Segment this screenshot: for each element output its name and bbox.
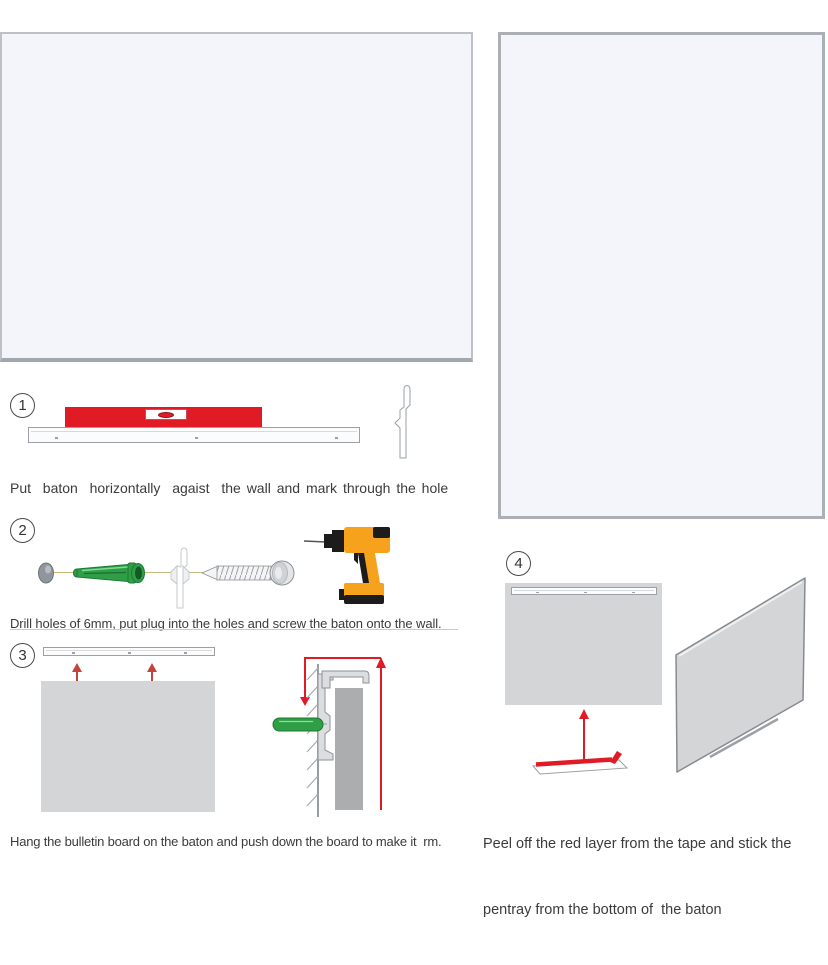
baton-hole <box>632 592 635 594</box>
level-vial <box>145 409 187 420</box>
baton-hole <box>128 652 131 654</box>
step-1-number-label: 1 <box>18 397 27 414</box>
step-4-caption-line1: Peel off the red layer from the tape and stick the <box>483 836 792 852</box>
step-1-number <box>10 393 35 418</box>
bulletin-board-icon <box>41 681 215 812</box>
baton-bar-icon <box>43 647 215 656</box>
baton-bar-icon <box>28 427 360 443</box>
wall-hatching <box>307 668 318 806</box>
spirit-level-icon <box>65 407 262 428</box>
step-1-caption: Put baton horizontally agaist the wall and mark through the hole <box>10 480 449 496</box>
screw-icon <box>201 559 295 587</box>
step-4-number <box>506 551 531 576</box>
level-bubble <box>158 412 174 418</box>
drill-hole-icon <box>37 561 55 585</box>
up-arrow-icon <box>70 663 84 683</box>
step-3-number <box>10 643 35 668</box>
baton-hole <box>72 652 75 654</box>
pentray-tape-icon <box>527 745 633 777</box>
step-4-number-label: 4 <box>514 555 523 572</box>
step-2-number-label: 2 <box>18 522 27 539</box>
wall-plug-icon <box>273 718 323 731</box>
section-divider <box>10 629 458 630</box>
step-2-caption: Drill holes of 6mm, put plug into the holes and screw the baton onto the wall. <box>10 616 442 631</box>
baton-side-profile-icon <box>167 546 197 610</box>
step-2-number <box>10 518 35 543</box>
baton-side-profile-icon <box>392 383 418 459</box>
baton-hole <box>335 437 338 439</box>
board-perspective-icon <box>668 570 813 780</box>
baton-hole <box>55 437 58 439</box>
power-drill-icon <box>300 519 395 607</box>
baton-bar-icon <box>511 587 657 595</box>
whiteboard-landscape-photo <box>0 32 473 362</box>
baton-hole <box>536 592 539 594</box>
step-4-caption <box>483 789 828 965</box>
bulletin-board-icon <box>505 583 662 705</box>
board-cross-section <box>335 688 363 810</box>
step-3-number-label: 3 <box>18 647 27 664</box>
baton-hole <box>195 437 198 439</box>
up-arrow-icon <box>145 663 159 683</box>
down-arrow-icon <box>300 697 310 706</box>
step-3-caption: Hang the bulletin board on the baton and push down the board to make it rm. <box>10 834 442 849</box>
step-4-caption-line2: pentray from the bottom of the baton <box>483 902 722 918</box>
wall-plug-icon <box>72 559 154 587</box>
wall-cross-section-icon <box>263 638 397 820</box>
whiteboard-portrait-photo <box>498 32 825 519</box>
board-top-cap <box>322 671 369 688</box>
baton-hole <box>584 592 587 594</box>
baton-hole <box>184 652 187 654</box>
